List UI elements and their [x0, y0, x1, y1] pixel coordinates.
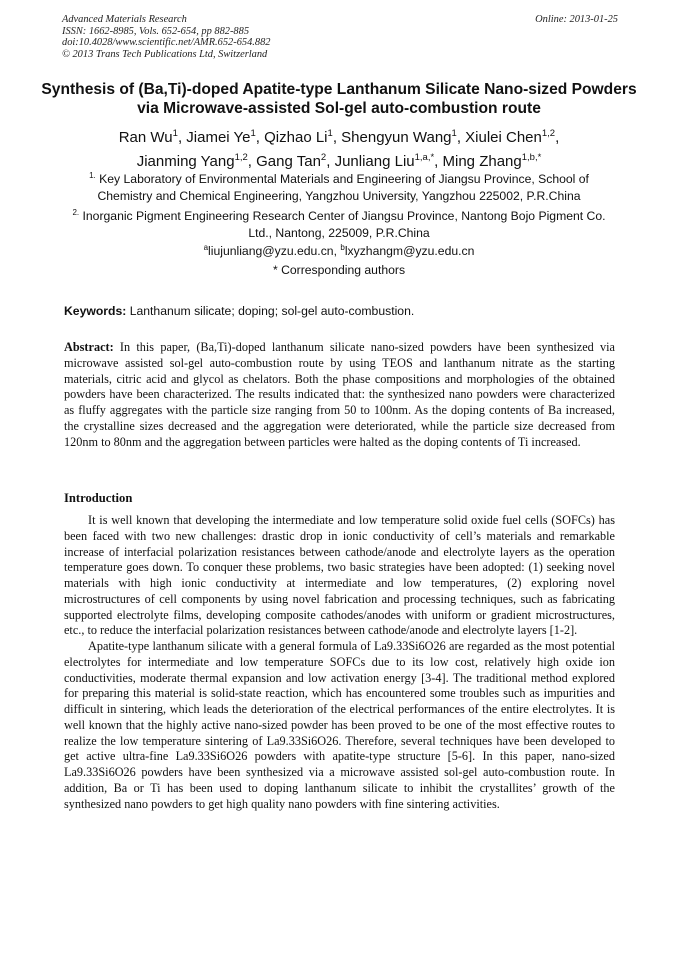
author-affiliation-marker: 1: [451, 128, 457, 139]
affiliation-1-text: Key Laboratory of Environmental Materials and Engineering of Jiangsu Province, School of Chemistry and Chemical Engineering, Yangzhou University, Yangzhou 225002, P.R.China: [97, 172, 589, 203]
author-affiliation-marker: 1,a,*: [414, 152, 435, 163]
author-name: Jianming Yang$^{1,2}$: [136, 152, 248, 170]
email-line: [60, 240, 618, 259]
affiliation-2-text: Inorganic Pigment Engineering Research Center of Jiangsu Province, Nantong Bojo Pigment Co. Ltd., Nantong, 225009, P.R.China: [82, 209, 606, 240]
intro-paragraph: It is well known that developing the intermediate and low temperature solid oxide fuel cells (SOFCs) has been faced with two new challenges: drastic drop in ionic conductivity of cell’s materials and remarkable increase of interfacial polarization resistances between cathode/anode and electrolyte layers as the operation temperature goes down. To conquer these problems, two basic strategies have been adopted: (1) seeking novel materials with high ionic conductivity at intermediate and low temperatures, (2) exploring novel microstructures of cell components by using novel fabrication and processing techniques, such as fabricating supported electrolyte films, developing composite cathodes/anodes with uniform or gradient microstructures, etc., to reduce the interfacial polarization resistances between cathode/anode and electrolyte layers [1-2].: [64, 513, 615, 638]
author-affiliation-marker: 1,b,*: [521, 152, 542, 163]
paper-title: Synthesis of (Ba,Ti)-doped Apatite-type Lanthanum Silicate Nano-sized Powders via Microwave-assisted Sol-gel auto-combustion route: [41, 81, 637, 117]
journal-name: Advanced Materials Research: [62, 14, 187, 25]
author-name: Shengyun Wang$^1$: [341, 128, 457, 146]
author-affiliation-marker: 1,2: [541, 128, 556, 139]
author-name: Jiamei Ye$^1$: [186, 128, 256, 146]
intro-paragraph: Apatite-type lanthanum silicate with a general formula of La9.33Si6O26 are regarded as the most potential electrolytes for intermediate and low temperature SOFCs due to its low cost, relatively high oxide ion conductivities, moderate thermal expansion and low activation energy [3-4]. The traditional method explored for preparing this material is solid-state reaction, which has encountered some troubles such as impurities and difficult in sintering, which leads the deterioration of the electrical performances of the entire electrolytes. It is well known that the highly active nano-sized powder has been proved to be one of the most effective routes to realize the low temperature sintering of La9.33Si6O26. Therefore, several techniques have been developed to get active ultra-fine La9.33Si6O26 powders with apatite-type structure [5-6]. In this paper, nano-sized La9.33Si6O26 powders have been synthesized via a microwave assisted sol-gel auto-combustion route. In addition, Ba or Ti has been used to doping lanthanum silicate to inhibit the crystallites’ growth of the synthesized nano powders to get high quality nano powders with fine sintering activities.: [64, 639, 615, 811]
email-b[interactable]: lxyzhangm@yzu.edu.cn: [344, 244, 475, 259]
copyright-line: © 2013 Trans Tech Publications Ltd, Switzerland: [62, 48, 268, 60]
author-name: Ran Wu$^1$: [118, 128, 178, 146]
email-separator: ,: [333, 244, 341, 259]
affiliation-1-marker: 1.: [89, 171, 96, 180]
abstract: [64, 340, 615, 451]
online-date: Online: 2013-01-25: [535, 14, 618, 25]
journal-header: [62, 14, 618, 60]
author-affiliation-marker: 1,2: [234, 152, 248, 163]
corresponding-note: * Corresponding authors: [272, 263, 406, 277]
keywords: [64, 303, 616, 319]
issn-line: ISSN: 1662-8985, Vols. 652-654, pp 882-885: [62, 25, 250, 37]
author-name: Junliang Liu$^{1,a,*}$: [334, 152, 435, 170]
affiliation-1: [60, 168, 618, 204]
doi-line: doi:10.4028/www.scientific.net/AMR.652-654.882: [62, 37, 271, 49]
author-affiliation-marker: 2: [320, 152, 327, 163]
author-name: Gang Tan$^2$: [256, 152, 327, 170]
keywords-text: Lanthanum silicate; doping; sol-gel auto-combustion.: [129, 304, 415, 318]
author-name: Xiulei Chen$^{1,2}$: [465, 128, 556, 146]
email-a[interactable]: liujunliang@yzu.edu.cn: [208, 244, 334, 259]
abstract-label: Abstract:: [64, 340, 114, 354]
affiliation-2: [60, 205, 618, 241]
email-b-marker: b: [340, 243, 345, 252]
author-affiliation-marker: 1: [172, 128, 178, 139]
introduction-heading: Introduction: [64, 491, 133, 505]
author-name: Ming Zhang$^{1,b,*}$: [442, 152, 542, 170]
affiliation-2-marker: 2.: [72, 208, 80, 217]
email-a-marker: a: [203, 243, 209, 252]
introduction-body: [64, 513, 615, 812]
author-affiliation-marker: 1: [250, 128, 256, 139]
author-affiliation-marker: 1: [327, 128, 333, 139]
abstract-text: In this paper, (Ba,Ti)-doped lanthanum silicate nano-sized powders have been synthesized via microwave assisted sol-gel auto-combustion route by using TEOS and lanthanum nitrate as the starting materials, citric acid and glycol as chelators. Both the phase compositions and morphologies of the obtained powders have been characterized. The results indicated that: the synthesized nano powders were characterized as fluffy aggregates with the particle size ranging from 50 to 100nm. As the doping contents of Ba increased, the crystalline sizes decreased and the aggregation were deteriorated, while the particle size decreased from 120nm to 80nm and the aggregation between particles were halted as the doping contents of Ti increased.: [64, 340, 615, 449]
keywords-label: Keywords:: [64, 304, 127, 318]
author-name: Qizhao Li$^1$: [264, 128, 333, 146]
author-list: Ran Wu$^1$, Jiamei Ye$^1$, Qizhao Li$^1$, Shengyun Wang$^1$, Xiulei Chen$^{1,2}$, Jianming Yang$^{1,2}$, Gang Tan$^2$, Junliang Liu$^{1,a,*}$, Ming Zhang$^{1,b,*}$: [118, 128, 560, 170]
